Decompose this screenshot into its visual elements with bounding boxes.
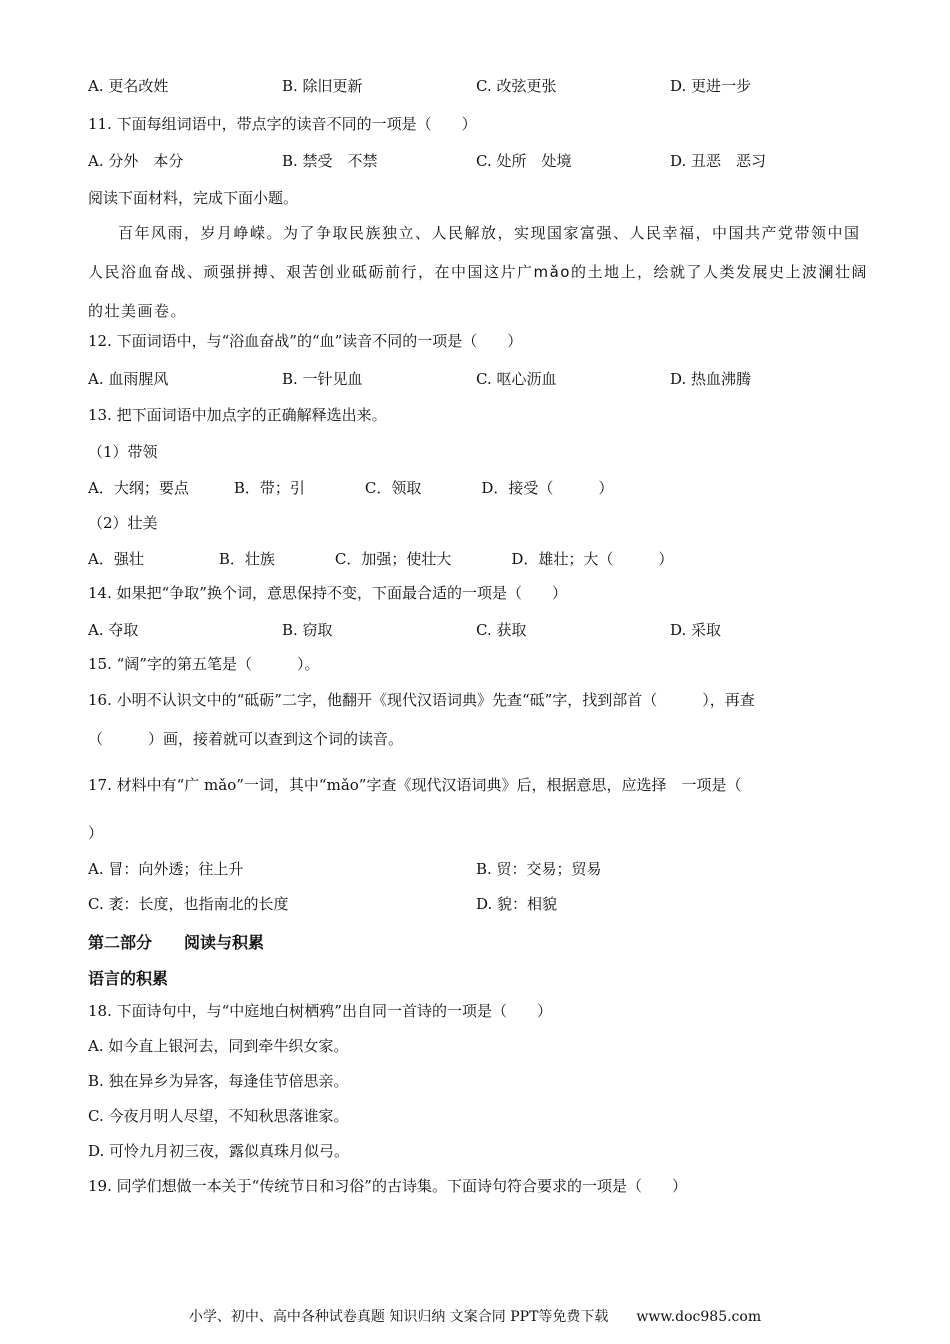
q18-option-c: C. 今夜月明人尽望，不知秋思落谁家。 — [88, 1107, 349, 1125]
page-footer: 小学、初中、高中各种试卷真题 知识归纳 文案合同 PPT等免费下载 www.doc985.com — [188, 1309, 762, 1325]
q18-option-d: D. 可怜九月初三夜，露似真珠月似弓。 — [88, 1142, 350, 1160]
reading-passage — [88, 214, 868, 331]
section-heading: 语言的积累 — [88, 969, 169, 988]
q12-stem: 12. 下面词语中，与“浴血奋战”的“血”读音不同的一项是（ ） — [88, 332, 523, 350]
q17-line1: 17. 材料中有“广 mǎo”一词，其中“mǎo”字查《现代汉语词典》后，根据意思，应选择 一项是（ — [88, 776, 742, 794]
q10-option-d: D. 更进一步 — [670, 77, 752, 95]
q14-option-d: D. 采取 — [670, 621, 722, 639]
q17-option-b: B. 贸：交易；贸易 — [476, 860, 602, 878]
q17-line2: ） — [88, 824, 104, 842]
q14-option-a: A. 夺取 — [88, 621, 139, 639]
q14-option-c: C. 获取 — [476, 621, 527, 639]
part2-heading: 第二部分 阅读与积累 — [88, 933, 265, 952]
q11-option-c: C. 处所 处境 — [476, 152, 572, 170]
q13-sub2: （2）壮美 — [88, 514, 158, 532]
reading-intro: 阅读下面材料，完成下面小题。 — [88, 189, 299, 207]
q15-stem: 15. “阔”字的第五笔是（ ）。 — [88, 655, 320, 673]
q16-line2: （ ）画，接着就可以查到这个词的读音。 — [88, 730, 404, 748]
q14-stem: 14. 如果把“争取”换个词，意思保持不变，下面最合适的一项是（ ） — [88, 584, 567, 602]
q10-option-c: C. 改弦更张 — [476, 77, 557, 95]
q12-option-b: B. 一针见血 — [282, 370, 363, 388]
q13-stem: 13. 把下面词语中加点字的正确解释选出来。 — [88, 406, 387, 424]
q13-sub1: （1）带领 — [88, 443, 158, 461]
q11-option-b: B. 禁受 不禁 — [282, 152, 378, 170]
q13-sub2-options: A．强壮 B．壮族 C．加强；使壮大 D．雄壮；大（ ） — [88, 550, 674, 568]
q18-option-a: A. 如今直上银河去，同到牵牛织女家。 — [88, 1037, 349, 1055]
q11-option-d: D. 丑恶 恶习 — [670, 152, 767, 170]
q12-option-d: D. 热血沸腾 — [670, 370, 752, 388]
q17-option-a: A. 冒：向外透；往上升 — [88, 860, 244, 878]
q19-stem: 19. 同学们想做一本关于“传统节日和习俗”的古诗集。下面诗句符合要求的一项是（ ） — [88, 1177, 687, 1195]
q11-option-a: A. 分外 本分 — [88, 152, 184, 170]
q18-stem: 18. 下面诗句中，与“中庭地白树栖鸦”出自同一首诗的一项是（ ） — [88, 1002, 552, 1020]
q12-option-c: C. 呕心沥血 — [476, 370, 557, 388]
q14-option-b: B. 窃取 — [282, 621, 333, 639]
q10-option-b: B. 除旧更新 — [282, 77, 363, 95]
q13-sub1-options: A．大纲；要点 B．带；引 C．领取 D．接受（ ） — [88, 479, 614, 497]
q10-option-a: A. 更名改姓 — [88, 77, 169, 95]
q11-stem: 11. 下面每组词语中，带点字的读音不同的一项是（ ） — [88, 115, 477, 133]
passage-text: 百年风雨，岁月峥嵘。为了争取民族独立、人民解放，实现国家富强、人民幸福，中国共产党带领中国人民浴血奋战、顽强拼搏、艰苦创业砥砺前行，在中国这片广mǎo的土地上，绘就了人类发展史上波澜壮阔的壮美画卷。 — [88, 224, 868, 320]
q16-line1: 16. 小明不认识文中的“砥砺”二字，他翻开《现代汉语词典》先查“砥”字，找到部首（ ），再查 — [88, 691, 755, 709]
q18-option-b: B. 独在异乡为异客，每逢佳节倍思亲。 — [88, 1072, 349, 1090]
q17-option-c: C. 袤：长度，也指南北的长度 — [88, 895, 289, 913]
q17-option-d: D. 貌：相貌 — [476, 895, 558, 913]
q12-option-a: A. 血雨腥风 — [88, 370, 169, 388]
